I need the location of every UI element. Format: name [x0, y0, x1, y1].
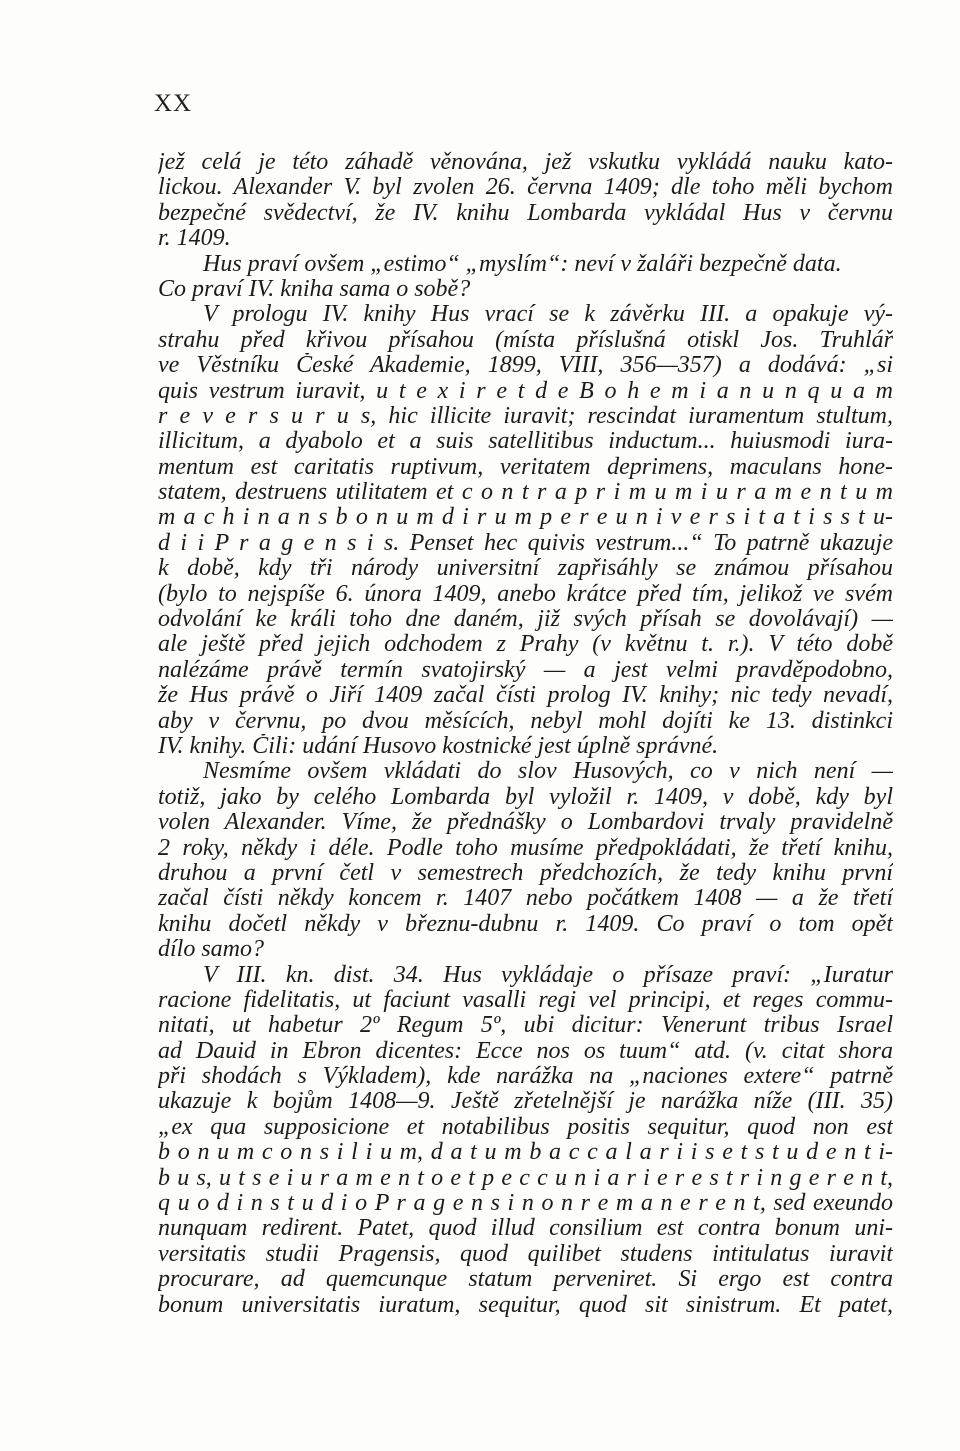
text-line: lickou. Alexander V. byl zvolen 26. června 1409; dle toho měli bychom — [158, 175, 893, 201]
text-line: procurare, ad quemcunque statum perveniret. Si ergo est contra — [158, 1267, 893, 1293]
text-line: nitati, ut habetur 2º Regum 5º, ubi dicitur: Venerunt tribus Israel — [158, 1013, 893, 1039]
text-line: b u s, u t s e i u r a m e n t o e t p e c c u n i a r i e r e s t r i n g e r e n t, — [158, 1165, 893, 1191]
text-line: racione fidelitatis, ut faciunt vasalli regi vel principi, et reges commu- — [158, 987, 893, 1013]
text-line: „ex qua supposicione et notabilibus positis sequitur, quod non est — [158, 1114, 893, 1140]
text-line: jež celá je této záhadě věnována, jež vskutku vykládá nauku kato- — [158, 150, 893, 175]
text-line: mentum est caritatis ruptivum, veritatem deprimens, maculans hone- — [158, 454, 893, 480]
text-line: IV. knihy. Čili: udání Husovo kostnické jest úplně správné. — [158, 733, 719, 759]
page-number: XX — [154, 90, 193, 117]
text-line: začal čísti někdy koncem r. 1407 nebo počátkem 1408 — a že třetí — [158, 886, 893, 912]
text-line: illicitum, a dyabolo et a suis satellitibus inductum... huiusmodi iura- — [158, 429, 893, 455]
text-line: dílo samo? — [158, 937, 265, 963]
text-line: statem, destruens utilitatem et c o n t r a p r i m u m i u r a m e n t u m — [158, 480, 893, 506]
text-line: knihu dočetl někdy v březnu-dubnu r. 1409. Co praví o tom opět — [158, 911, 893, 937]
text-line: při shodách s Výkladem), kde narážka na „naciones extere“ patrně — [158, 1064, 893, 1090]
text-line: (bylo to nejspíše 6. února 1409, anebo krátce před tím, jelikož ve svém — [158, 581, 893, 607]
text-line: ve Věstníku České Akademie, 1899, VIII, 356—357) a dodává: „si — [158, 353, 893, 379]
text-line: 2 roky, někdy i déle. Podle toho musíme předpokládati, že třetí knihu, — [158, 835, 893, 861]
text-line: k době, kdy tři národy universitní zapřisáhly se známou přísahou — [158, 556, 893, 582]
text-line: quis vestrum iuravit, u t e x i r e t d e B o h e m i a n u n q u a m — [158, 378, 893, 404]
text-line: strahu před křivou přísahou (místa příslušná otiskl Jos. Truhlář — [158, 327, 893, 353]
text-line: ad Dauid in Ebron dicentes: Ecce nos os tuum“ atd. (v. citat shora — [158, 1038, 893, 1064]
text-line: Hus praví ovšem „estimo“ „myslím“: neví v žaláři bezpečně data. — [203, 251, 842, 277]
body-text — [158, 150, 893, 1318]
text-line: r e v e r s u r u s, hic illicite iuravit; rescindat iuramentum stultum, — [158, 403, 893, 429]
text-line: ukazuje k bojům 1408—9. Ještě zřetelnější je narážka níže (III. 35) — [158, 1089, 893, 1115]
text-line: odvolání ke králi toho dne daném, již svých přísah se dovolávají) — — [158, 607, 893, 633]
text-line: nunquam redirent. Patet, quod illud consilium est contra bonum uni- — [158, 1216, 893, 1242]
text-line: Nesmíme ovšem vkládati do slov Husových, co v nich není — — [203, 759, 893, 785]
text-line: volen Alexander. Víme, že přednášky o Lombardovi trvaly pravidelně — [158, 810, 893, 836]
text-line: druhou a první četl v semestrech předchozích, že tedy knihu první — [158, 860, 893, 886]
text-line: q u o d i n s t u d i o P r a g e n s i n o n r e m a n e r e n t, sed exeundo — [158, 1191, 893, 1217]
text-line: Co praví IV. kniha sama o sobě? — [158, 276, 471, 302]
text-line: V III. kn. dist. 34. Hus vykládaje o přísaze praví: „Iuratur — [203, 962, 893, 988]
text-line: ale ještě před jejich odchodem z Prahy (v květnu t. r.). V této době — [158, 632, 893, 658]
text-line: b o n u m c o n s i l i u m, d a t u m b a c c a l a r i i s e t s t u d e n t i- — [158, 1140, 893, 1166]
text-line: aby v červnu, po dvou měsících, nebyl mohl dojíti ke 13. distinkci — [158, 708, 893, 734]
text-line: totiž, jako by celého Lombarda byl vyložil r. 1409, v době, kdy byl — [158, 784, 893, 810]
text-line: nalézáme právě termín svatojirský — a jest velmi pravděpodobno, — [158, 657, 893, 683]
text-line: r. 1409. — [158, 226, 231, 252]
text-line: versitatis studii Pragensis, quod quilibet studens intitulatus iuravit — [158, 1241, 893, 1267]
text-line: bonum universitatis iuratum, sequitur, quod sit sinistrum. Et patet, — [158, 1292, 893, 1318]
text-line: V prologu IV. knihy Hus vrací se k závěrku III. a opakuje vý- — [203, 302, 893, 328]
text-line: m a c h i n a n s b o n u m d i r u m p e r e u n i v e r s i t a t i s s t u- — [158, 505, 893, 531]
text-line: d i i P r a g e n s i s. Penset hec quivis vestrum...“ To patrně ukazuje — [158, 530, 893, 556]
text-line: že Hus právě o Jiří 1409 začal čísti prolog IV. knihy; nic tedy nevadí, — [158, 683, 893, 709]
text-line: bezpečné svědectví, že IV. knihu Lombarda vykládal Hus v červnu — [158, 200, 893, 226]
